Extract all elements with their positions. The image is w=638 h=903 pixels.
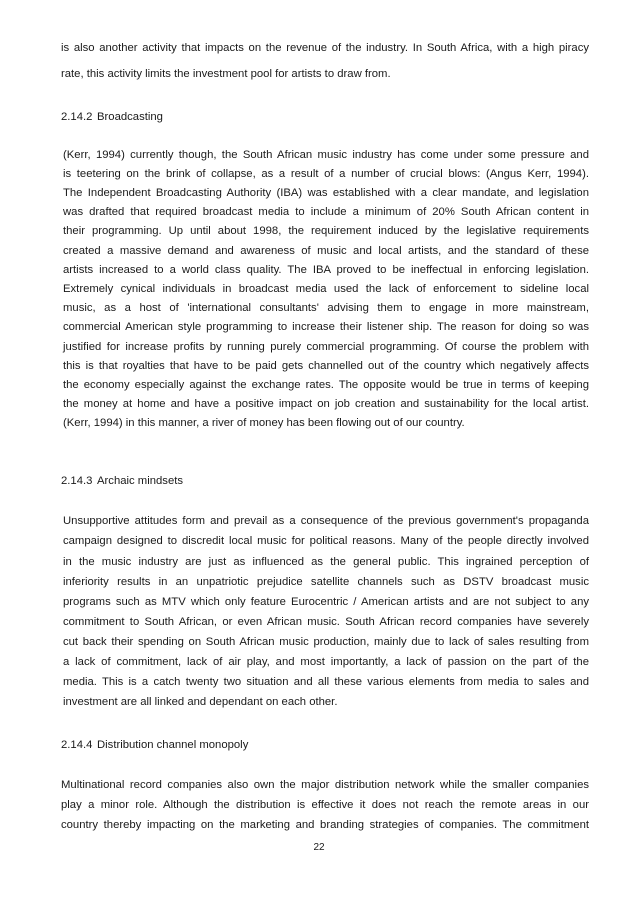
section-number: 2.14.2 <box>61 111 93 123</box>
intro-line: rate, this activity limits the investment pool for artists to draw from. <box>61 68 391 80</box>
paragraph-line: (Kerr, 1994) currently though, the South African music industry has come under some pressure and <box>63 149 589 161</box>
page-number: 22 <box>313 842 325 853</box>
paragraph-line: cut back their spending on South African music production, mainly due to lack of sales resulting from <box>63 636 589 648</box>
section-title: Archaic mindsets <box>97 475 184 487</box>
paragraph-line: (Kerr, 1994) in this manner, a river of money has been flowing out of our country. <box>63 417 465 429</box>
section-heading-distribution-channel-monopoly <box>61 738 248 752</box>
paragraph-line: was drafted that required broadcast media to include a minimum of 20% South African content in <box>63 206 589 218</box>
paragraph-line: their programming. Up until about 1998, the requirement induced by the legislative requirements <box>63 225 589 237</box>
paragraph-line: this is that royalties that have to be paid gets channelled out of the country which negatively affects <box>63 360 589 372</box>
paragraph-line: investment are all linked and dependant on each other. <box>63 696 338 708</box>
paragraph-line: campaign designed to discredit local music for political reasons. Many of the people directly involved <box>63 535 589 547</box>
section-number: 2.14.4 <box>61 739 93 751</box>
section-number: 2.14.3 <box>61 475 93 487</box>
paragraph-line: commercial American style programming to increase their listener ship. The reason for doing so was <box>63 321 589 333</box>
paragraph-line: inferiority results in an unpatriotic prejudice satellite channels such as DSTV broadcast music <box>63 576 589 588</box>
section-title: Broadcasting <box>97 111 163 123</box>
paragraph-line: is teetering on the brink of collapse, as a result of a number of crucial blows: (Angus Kerr, 1994). <box>63 168 589 180</box>
paragraph-line: music, as a host of 'international consultants' advising them to engage in more mainstream, <box>63 302 589 314</box>
paragraph-line: media. This is a catch twenty two situation and all these various elements from media to sales and <box>63 676 589 688</box>
paragraph-line: created a massive demand and awareness of music and local artists, and the standard of these <box>63 245 589 257</box>
paragraph-line: the money at home and have a positive impact on job creation and sustainability for the local artist. <box>63 398 589 410</box>
paragraph-line: the economy especially against the exchange rates. The opposite would be true in terms of keeping <box>63 379 589 391</box>
paragraph-line: commitment to South African, or even African music. South African record companies have severely <box>63 616 589 628</box>
paragraph-line: The Independent Broadcasting Authority (IBA) was established with a clear mandate, and legislation <box>63 187 589 199</box>
paragraph-line: country thereby impacting on the marketing and branding strategies of companies. The commitment <box>61 819 589 831</box>
paragraph-line: play a minor role. Although the distribution is effective it does not reach the remote areas in our <box>61 799 589 811</box>
section-title: Distribution channel monopoly <box>97 739 249 751</box>
paragraph-line: artists increased to a world class quality. The IBA proved to be ineffectual in enforcing legislation. <box>63 264 589 276</box>
paragraph-line: programs such as MTV which only feature Eurocentric / American artists and are not subject to any <box>63 596 589 608</box>
section-heading-broadcasting <box>61 110 163 124</box>
paragraph-line: Multinational record companies also own the major distribution network while the smaller companies <box>61 779 589 791</box>
paragraph-line: Extremely cynical individuals in broadcast media used the lack of enforcement to sideline local <box>63 283 589 295</box>
paragraph-line: a lack of commitment, lack of air play, and most importantly, a lack of passion on the part of the <box>63 656 589 668</box>
paragraph-line: justified for increase profits by running purely commercial programming. Of course the problem with <box>63 341 589 353</box>
section-heading-archaic-mindsets <box>61 474 183 488</box>
intro-line: is also another activity that impacts on the revenue of the industry. In South Africa, with a high piracy <box>61 42 589 54</box>
paragraph-line: in the music industry are just as influenced as the general public. This ingrained perception of <box>63 556 589 568</box>
paragraph-line: Unsupportive attitudes form and prevail as a consequence of the previous government's propaganda <box>63 515 589 527</box>
